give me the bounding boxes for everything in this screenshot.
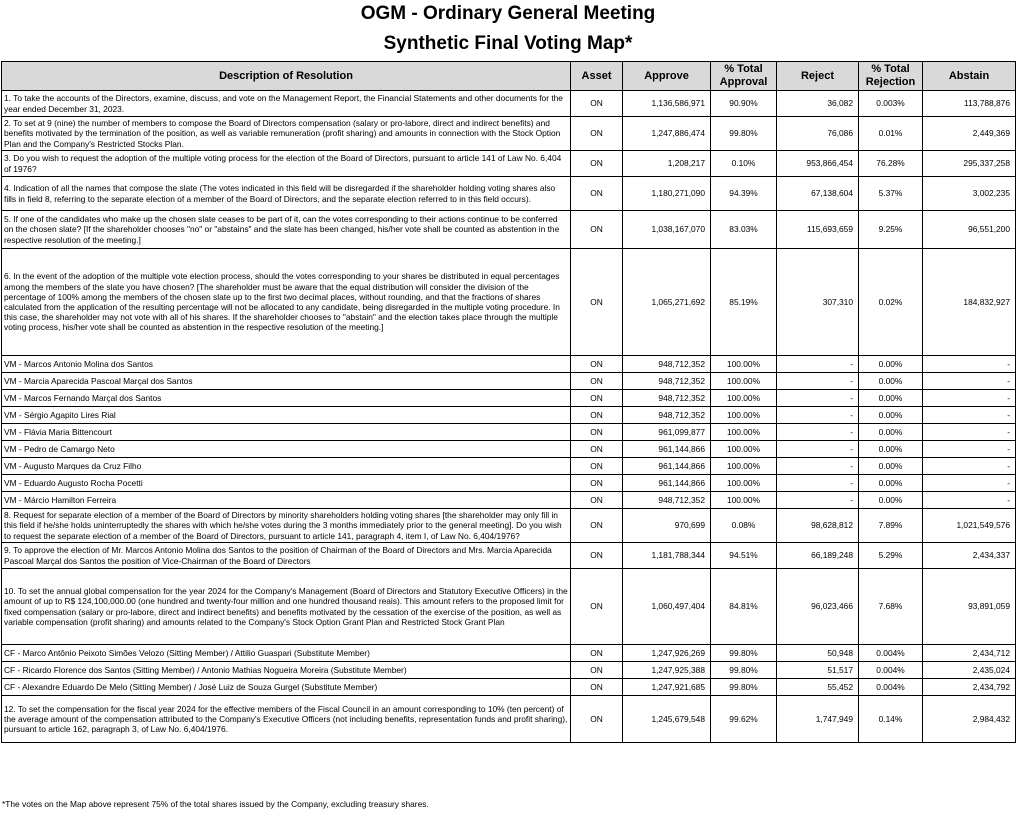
approve-cell: 948,712,352 [623, 373, 711, 390]
abstain-cell: - [923, 458, 1016, 475]
table-body [2, 91, 1016, 743]
reject-cell: 50,948 [777, 645, 859, 662]
resolution-description: VM - Marcos Antonio Molina dos Santos [2, 356, 571, 373]
abstain-cell: 2,434,792 [923, 679, 1016, 696]
table-row [2, 249, 1016, 356]
asset-cell: ON [571, 390, 623, 407]
pct-approval-cell: 100.00% [711, 424, 777, 441]
approve-cell: 1,180,271,090 [623, 177, 711, 211]
reject-cell: - [777, 390, 859, 407]
asset-cell: ON [571, 424, 623, 441]
resolution-description: VM - Sérgio Agapito Lires Rial [2, 407, 571, 424]
header-abstain: Abstain [923, 62, 1016, 91]
abstain-cell: - [923, 407, 1016, 424]
resolution-description: 9. To approve the election of Mr. Marcos Antonio Molina dos Santos to the position of Chairman of the Board of Directors and Mrs. Marcia Aparecida Pascoal Marçal dos Santos the position of Vice-Chairman of the Board of Directors [2, 543, 571, 569]
pct-rejection-cell: 0.00% [859, 390, 923, 407]
asset-cell: ON [571, 509, 623, 543]
pct-rejection-cell: 5.37% [859, 177, 923, 211]
pct-rejection-cell: 0.14% [859, 696, 923, 743]
abstain-cell: 2,435,024 [923, 662, 1016, 679]
resolution-description: 10. To set the annual global compensation for the year 2024 for the Company's Management (Board of Directors and Statutory Executive Officers) in the amount of up to R$ 124,100,000.00 (one hundred and twenty-four million and one hundred thousand reais). This amount refers to the proposed limit for fixed compensation (salary or pro-labore, direct and indirect benefits) and benefits motivated by the cessation of the exercise of the position, as well as variable compensation (profit sharing) and amounts related to the Company's Stock Option Grant Plan and Restricted Stock Grant Plan [2, 569, 571, 645]
approve-cell: 1,038,167,070 [623, 211, 711, 249]
asset-cell: ON [571, 696, 623, 743]
pct-approval-cell: 100.00% [711, 390, 777, 407]
pct-rejection-cell: 0.00% [859, 475, 923, 492]
reject-cell: 307,310 [777, 249, 859, 356]
pct-approval-cell: 94.51% [711, 543, 777, 569]
asset-cell: ON [571, 475, 623, 492]
resolution-description: 8. Request for separate election of a member of the Board of Directors by minority shareholders holding voting shares [the shareholder may only fill in this field if he/she holds uninterruptedly the shares with which he/she votes during the 3 months immediately prior to the general meeting]. Do you wish to request the separate election of a member of the Board of Directors, pursuant to article 141, paragraph 4, item I, of Law No. 6,404/1976? [2, 509, 571, 543]
asset-cell: ON [571, 249, 623, 356]
table-row [2, 151, 1016, 177]
resolution-description: VM - Marcos Fernando Marçal dos Santos [2, 390, 571, 407]
pct-rejection-cell: 0.00% [859, 356, 923, 373]
resolution-description: CF - Marco Antônio Peixoto Simões Velozo (Sitting Member) / Attilio Guaspari (Substitute Member) [2, 645, 571, 662]
reject-cell: - [777, 356, 859, 373]
asset-cell: ON [571, 373, 623, 390]
abstain-cell: 96,551,200 [923, 211, 1016, 249]
approve-cell: 961,144,866 [623, 458, 711, 475]
asset-cell: ON [571, 492, 623, 509]
page-title: OGM - Ordinary General Meeting [360, 3, 656, 24]
pct-approval-cell: 90.90% [711, 91, 777, 117]
pct-rejection-cell: 7.89% [859, 509, 923, 543]
header-pct-rejection: % Total Rejection [859, 62, 923, 91]
resolution-description: VM - Pedro de Camargo Neto [2, 441, 571, 458]
resolution-description: CF - Ricardo Florence dos Santos (Sitting Member) / Antonio Mathias Nogueira Moreira (Substitute Member) [2, 662, 571, 679]
reject-cell: - [777, 407, 859, 424]
reject-cell: 96,023,466 [777, 569, 859, 645]
abstain-cell: - [923, 373, 1016, 390]
asset-cell: ON [571, 662, 623, 679]
pct-rejection-cell: 0.00% [859, 407, 923, 424]
pct-rejection-cell: 0.00% [859, 441, 923, 458]
pct-rejection-cell: 0.02% [859, 249, 923, 356]
table-row [2, 177, 1016, 211]
pct-rejection-cell: 0.00% [859, 424, 923, 441]
approve-cell: 948,712,352 [623, 407, 711, 424]
approve-cell: 948,712,352 [623, 356, 711, 373]
header-reject: Reject [777, 62, 859, 91]
resolution-description: 3. Do you wish to request the adoption of the multiple voting process for the election of the Board of Directors, pursuant to article 141 of Law No. 6,404 of 1976? [2, 151, 571, 177]
reject-cell: 98,628,812 [777, 509, 859, 543]
reject-cell: - [777, 373, 859, 390]
table-row [2, 645, 1016, 662]
voting-map-table [1, 61, 1016, 743]
table-header-row [2, 62, 1016, 91]
approve-cell: 948,712,352 [623, 390, 711, 407]
table-row [2, 475, 1016, 492]
abstain-cell: - [923, 390, 1016, 407]
approve-cell: 970,699 [623, 509, 711, 543]
reject-cell: 76,086 [777, 117, 859, 151]
header-description: Description of Resolution [2, 62, 571, 91]
approve-cell: 1,181,788,344 [623, 543, 711, 569]
pct-rejection-cell: 0.00% [859, 492, 923, 509]
approve-cell: 1,247,886,474 [623, 117, 711, 151]
abstain-cell: - [923, 356, 1016, 373]
pct-rejection-cell: 7.68% [859, 569, 923, 645]
approve-cell: 961,099,877 [623, 424, 711, 441]
abstain-cell: - [923, 441, 1016, 458]
pct-rejection-cell: 0.003% [859, 91, 923, 117]
asset-cell: ON [571, 543, 623, 569]
pct-approval-cell: 84.81% [711, 569, 777, 645]
pct-approval-cell: 100.00% [711, 356, 777, 373]
table-row [2, 373, 1016, 390]
page-subtitle: Synthetic Final Voting Map* [383, 33, 633, 54]
approve-cell: 1,245,679,548 [623, 696, 711, 743]
asset-cell: ON [571, 177, 623, 211]
resolution-description: 4. Indication of all the names that compose the slate (The votes indicated in this field will be disregarded if the shareholder holding voting shares also fills in field 8, referring to the separate election of a member of the Board of Directors, and the separate election referred to in this field occurs). [2, 177, 571, 211]
resolution-description: CF - Alexandre Eduardo De Melo (Sitting Member) / José Luiz de Souza Gurgel (Substitute Member) [2, 679, 571, 696]
approve-cell: 961,144,866 [623, 475, 711, 492]
table-row [2, 91, 1016, 117]
table-row [2, 543, 1016, 569]
table-row [2, 441, 1016, 458]
abstain-cell: 295,337,258 [923, 151, 1016, 177]
pct-approval-cell: 99.80% [711, 117, 777, 151]
asset-cell: ON [571, 645, 623, 662]
reject-cell: 1,747,949 [777, 696, 859, 743]
abstain-cell: 2,434,712 [923, 645, 1016, 662]
pct-approval-cell: 99.80% [711, 662, 777, 679]
abstain-cell: 2,434,337 [923, 543, 1016, 569]
pct-approval-cell: 100.00% [711, 373, 777, 390]
asset-cell: ON [571, 569, 623, 645]
abstain-cell: 3,002,235 [923, 177, 1016, 211]
pct-approval-cell: 85.19% [711, 249, 777, 356]
reject-cell: 66,189,248 [777, 543, 859, 569]
table-row [2, 117, 1016, 151]
table-row [2, 458, 1016, 475]
reject-cell: 55,452 [777, 679, 859, 696]
reject-cell: 67,138,604 [777, 177, 859, 211]
pct-approval-cell: 83.03% [711, 211, 777, 249]
asset-cell: ON [571, 211, 623, 249]
abstain-cell: - [923, 492, 1016, 509]
asset-cell: ON [571, 117, 623, 151]
resolution-description: VM - Augusto Marques da Cruz Filho [2, 458, 571, 475]
resolution-description: 12. To set the compensation for the fiscal year 2024 for the effective members of the Fiscal Council in an amount corresponding to 10% (ten percent) of the average amount of the compensation attributed to the Company's Executive Officers (not including benefits, representation funds and profit sharing), pursuant to article 162, paragraph 3, of Law No. 6,404/1976. [2, 696, 571, 743]
asset-cell: ON [571, 679, 623, 696]
pct-approval-cell: 99.62% [711, 696, 777, 743]
pct-rejection-cell: 0.00% [859, 458, 923, 475]
asset-cell: ON [571, 151, 623, 177]
pct-rejection-cell: 0.004% [859, 679, 923, 696]
pct-rejection-cell: 0.01% [859, 117, 923, 151]
approve-cell: 948,712,352 [623, 492, 711, 509]
pct-approval-cell: 0.10% [711, 151, 777, 177]
abstain-cell: 184,832,927 [923, 249, 1016, 356]
pct-approval-cell: 0.08% [711, 509, 777, 543]
pct-rejection-cell: 76.28% [859, 151, 923, 177]
reject-cell: - [777, 441, 859, 458]
header-approve: Approve [623, 62, 711, 91]
asset-cell: ON [571, 407, 623, 424]
abstain-cell: 1,021,549,576 [923, 509, 1016, 543]
resolution-description: 2. To set at 9 (nine) the number of members to compose the Board of Directors compensation (salary or pro-labore, direct and indirect benefits) and benefits motivated by the termination of the position, as well as variable remuneration (profit sharing) and amounts in connection with the Stock Option Plan and the Company's Restricted Stocks Plan. [2, 117, 571, 151]
resolution-description: VM - Marcia Aparecida Pascoal Marçal dos Santos [2, 373, 571, 390]
approve-cell: 1,060,497,404 [623, 569, 711, 645]
pct-approval-cell: 94.39% [711, 177, 777, 211]
approve-cell: 1,247,926,269 [623, 645, 711, 662]
pct-rejection-cell: 5.29% [859, 543, 923, 569]
resolution-description: 6. In the event of the adoption of the multiple vote election process, should the votes corresponding to your shares be distributed in equal percentages among the members of the slate you have chosen? [The shareholder must be aware that the equal distribution will consider the division of the percentage of 100% among the members of the chosen slate up to the first two decimal places, without rounding, and that the fractions of shares calculated from the application of the resulting percentage will not be allocated to any candidate, being disregarded in the multiple voting procedure. In this case, the shareholder may not vote with all of his shares. If the shareholder chooses to "abstain" and the election takes place through the multiple voting process, his/her vote shall be counted as abstention in the respective resolution of the meeting.] [2, 249, 571, 356]
resolution-description: VM - Márcio Hamilton Ferreira [2, 492, 571, 509]
reject-cell: - [777, 458, 859, 475]
table-row [2, 356, 1016, 373]
asset-cell: ON [571, 441, 623, 458]
reject-cell: - [777, 424, 859, 441]
reject-cell: - [777, 475, 859, 492]
asset-cell: ON [571, 356, 623, 373]
pct-approval-cell: 100.00% [711, 441, 777, 458]
abstain-cell: 2,449,369 [923, 117, 1016, 151]
pct-rejection-cell: 0.004% [859, 662, 923, 679]
reject-cell: - [777, 492, 859, 509]
pct-approval-cell: 100.00% [711, 458, 777, 475]
approve-cell: 1,247,921,685 [623, 679, 711, 696]
resolution-description: 1. To take the accounts of the Directors, examine, discuss, and vote on the Management Report, the Financial Statements and other documents for the year ended December 31, 2023. [2, 91, 571, 117]
pct-rejection-cell: 0.004% [859, 645, 923, 662]
pct-approval-cell: 100.00% [711, 475, 777, 492]
header-asset: Asset [571, 62, 623, 91]
footnote: *The votes on the Map above represent 75% of the total shares issued by the Company, excluding treasury shares. [2, 799, 429, 809]
reject-cell: 115,693,659 [777, 211, 859, 249]
approve-cell: 1,136,586,971 [623, 91, 711, 117]
table-row [2, 509, 1016, 543]
reject-cell: 36,082 [777, 91, 859, 117]
header-pct-approval: % Total Approval [711, 62, 777, 91]
reject-cell: 51,517 [777, 662, 859, 679]
abstain-cell: - [923, 424, 1016, 441]
approve-cell: 1,247,925,388 [623, 662, 711, 679]
abstain-cell: 93,891,059 [923, 569, 1016, 645]
asset-cell: ON [571, 91, 623, 117]
approve-cell: 1,065,271,692 [623, 249, 711, 356]
table-row [2, 696, 1016, 743]
table-row [2, 211, 1016, 249]
table-row [2, 492, 1016, 509]
table-row [2, 569, 1016, 645]
table-row [2, 407, 1016, 424]
approve-cell: 1,208,217 [623, 151, 711, 177]
abstain-cell: 2,984,432 [923, 696, 1016, 743]
abstain-cell: - [923, 475, 1016, 492]
pct-approval-cell: 100.00% [711, 407, 777, 424]
table-row [2, 390, 1016, 407]
resolution-description: 5. If one of the candidates who make up the chosen slate ceases to be part of it, can the votes corresponding to their actions continue to be conferred on the chosen slate? [If the shareholder chooses "no" or "abstains" and the slate has been changed, his/her vote shall be counted as abstention in the respective resolution of the meeting.] [2, 211, 571, 249]
asset-cell: ON [571, 458, 623, 475]
abstain-cell: 113,788,876 [923, 91, 1016, 117]
table-row [2, 424, 1016, 441]
pct-approval-cell: 99.80% [711, 645, 777, 662]
pct-approval-cell: 99.80% [711, 679, 777, 696]
pct-rejection-cell: 9.25% [859, 211, 923, 249]
resolution-description: VM - Flávia Maria Bittencourt [2, 424, 571, 441]
resolution-description: VM - Eduardo Augusto Rocha Pocetti [2, 475, 571, 492]
reject-cell: 953,866,454 [777, 151, 859, 177]
approve-cell: 961,144,866 [623, 441, 711, 458]
table-row [2, 679, 1016, 696]
table-row [2, 662, 1016, 679]
pct-approval-cell: 100.00% [711, 492, 777, 509]
pct-rejection-cell: 0.00% [859, 373, 923, 390]
